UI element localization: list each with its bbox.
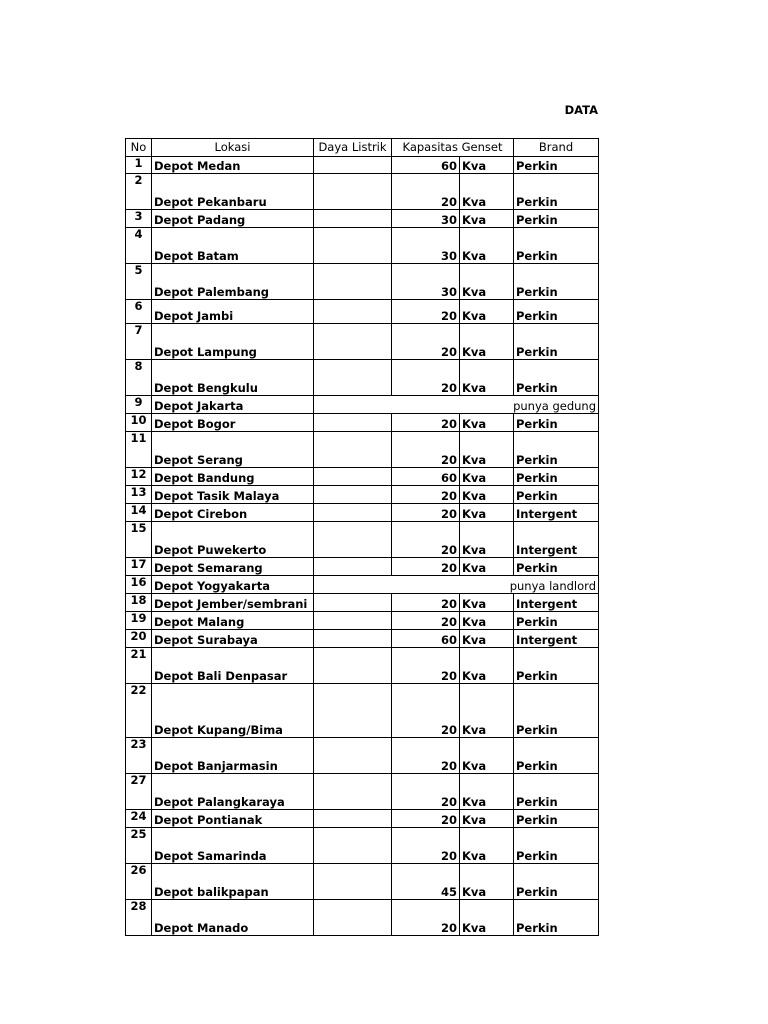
row-daya-listrik <box>314 360 392 396</box>
table-row <box>126 864 599 900</box>
row-number: 3 <box>126 210 152 228</box>
row-brand: Perkin <box>514 684 599 738</box>
row-number: 10 <box>126 414 152 432</box>
table-row <box>126 828 599 864</box>
row-number: 17 <box>126 558 152 576</box>
row-unit: Kva <box>460 360 514 396</box>
row-brand: Perkin <box>514 486 599 504</box>
row-number: 22 <box>126 684 152 738</box>
table-row <box>126 468 599 486</box>
table-row <box>126 228 599 264</box>
table-row <box>126 324 599 360</box>
row-brand: Perkin <box>514 810 599 828</box>
row-daya-listrik <box>314 630 392 648</box>
row-unit: Kva <box>460 414 514 432</box>
table-row <box>126 810 599 828</box>
row-brand: Perkin <box>514 558 599 576</box>
row-unit: Kva <box>460 900 514 936</box>
row-unit: Kva <box>460 828 514 864</box>
row-number: 23 <box>126 738 152 774</box>
header-kapasitas-genset: Kapasitas Genset <box>392 139 514 157</box>
row-number: 27 <box>126 774 152 810</box>
header-lokasi: Lokasi <box>152 139 314 157</box>
row-unit: Kva <box>460 486 514 504</box>
row-lokasi: Depot Palembang <box>152 264 314 300</box>
table-row <box>126 264 599 300</box>
row-lokasi: Depot Bandung <box>152 468 314 486</box>
row-lokasi: Depot Samarinda <box>152 828 314 864</box>
table-row <box>126 558 599 576</box>
table-row <box>126 414 599 432</box>
row-kapasitas: 20 <box>392 558 460 576</box>
row-unit: Kva <box>460 522 514 558</box>
row-kapasitas: 20 <box>392 300 460 324</box>
header-brand: Brand <box>514 139 599 157</box>
row-daya-listrik <box>314 228 392 264</box>
row-unit: Kva <box>460 558 514 576</box>
row-kapasitas: 20 <box>392 648 460 684</box>
row-brand: Intergent <box>514 522 599 558</box>
row-kapasitas: 20 <box>392 774 460 810</box>
row-lokasi: Depot Banjarmasin <box>152 738 314 774</box>
row-unit: Kva <box>460 324 514 360</box>
row-kapasitas: 20 <box>392 684 460 738</box>
row-daya-listrik <box>314 157 392 174</box>
row-kapasitas: 20 <box>392 414 460 432</box>
header-daya-listrik: Daya Listrik <box>314 139 392 157</box>
row-number: 20 <box>126 630 152 648</box>
row-unit: Kva <box>460 594 514 612</box>
table-row <box>126 432 599 468</box>
row-number: 7 <box>126 324 152 360</box>
row-kapasitas: 60 <box>392 468 460 486</box>
header-no: No <box>126 139 152 157</box>
row-unit: Kva <box>460 774 514 810</box>
row-number: 5 <box>126 264 152 300</box>
row-kapasitas: 20 <box>392 360 460 396</box>
row-kapasitas: 20 <box>392 174 460 210</box>
row-number: 4 <box>126 228 152 264</box>
sheet-title: DATA <box>564 103 598 117</box>
row-lokasi: Depot Batam <box>152 228 314 264</box>
row-brand: Perkin <box>514 468 599 486</box>
row-kapasitas: 20 <box>392 522 460 558</box>
header-row <box>126 139 599 157</box>
row-brand: Perkin <box>514 414 599 432</box>
table-row <box>126 576 599 594</box>
row-daya-listrik <box>314 486 392 504</box>
row-brand: Intergent <box>514 630 599 648</box>
table-row <box>126 486 599 504</box>
row-number: 6 <box>126 300 152 324</box>
row-kapasitas: 20 <box>392 900 460 936</box>
row-kapasitas: 60 <box>392 630 460 648</box>
row-unit: Kva <box>460 504 514 522</box>
row-number: 13 <box>126 486 152 504</box>
row-number: 26 <box>126 864 152 900</box>
row-kapasitas: 20 <box>392 612 460 630</box>
row-lokasi: Depot Puwekerto <box>152 522 314 558</box>
row-daya-listrik <box>314 468 392 486</box>
row-daya-listrik <box>314 612 392 630</box>
row-daya-listrik <box>314 738 392 774</box>
row-daya-listrik <box>314 324 392 360</box>
row-number: 8 <box>126 360 152 396</box>
row-unit: Kva <box>460 264 514 300</box>
row-kapasitas: 20 <box>392 432 460 468</box>
row-brand: Perkin <box>514 612 599 630</box>
table-row <box>126 300 599 324</box>
row-number: 28 <box>126 900 152 936</box>
row-number: 15 <box>126 522 152 558</box>
row-unit: Kva <box>460 210 514 228</box>
table-row <box>126 157 599 174</box>
row-brand: Perkin <box>514 324 599 360</box>
row-lokasi: Depot Pontianak <box>152 810 314 828</box>
row-daya-listrik <box>314 594 392 612</box>
table-row <box>126 594 599 612</box>
row-number: 25 <box>126 828 152 864</box>
row-daya-listrik <box>314 684 392 738</box>
row-number: 9 <box>126 396 152 414</box>
table-row <box>126 522 599 558</box>
row-brand: Perkin <box>514 648 599 684</box>
row-brand: Perkin <box>514 228 599 264</box>
row-note: punya gedung <box>314 396 599 414</box>
row-number: 19 <box>126 612 152 630</box>
row-lokasi: Depot Jambi <box>152 300 314 324</box>
row-kapasitas: 30 <box>392 228 460 264</box>
row-unit: Kva <box>460 432 514 468</box>
table-row <box>126 396 599 414</box>
row-number: 18 <box>126 594 152 612</box>
row-unit: Kva <box>460 228 514 264</box>
row-lokasi: Depot Tasik Malaya <box>152 486 314 504</box>
row-daya-listrik <box>314 210 392 228</box>
row-brand: Perkin <box>514 774 599 810</box>
depot-genset-table <box>125 138 599 936</box>
row-unit: Kva <box>460 684 514 738</box>
row-lokasi: Depot Pekanbaru <box>152 174 314 210</box>
row-unit: Kva <box>460 648 514 684</box>
row-brand: Perkin <box>514 174 599 210</box>
row-kapasitas: 20 <box>392 324 460 360</box>
row-number: 1 <box>126 157 152 174</box>
row-lokasi: Depot Malang <box>152 612 314 630</box>
row-lokasi: Depot Jember/sembrani <box>152 594 314 612</box>
row-brand: Perkin <box>514 264 599 300</box>
row-unit: Kva <box>460 300 514 324</box>
row-number: 12 <box>126 468 152 486</box>
row-lokasi: Depot Jakarta <box>152 396 314 414</box>
row-kapasitas: 30 <box>392 210 460 228</box>
row-unit: Kva <box>460 174 514 210</box>
row-brand: Perkin <box>514 738 599 774</box>
row-kapasitas: 20 <box>392 828 460 864</box>
row-lokasi: Depot Bali Denpasar <box>152 648 314 684</box>
row-lokasi: Depot Cirebon <box>152 504 314 522</box>
table-row <box>126 900 599 936</box>
row-unit: Kva <box>460 468 514 486</box>
table-row <box>126 738 599 774</box>
row-unit: Kva <box>460 157 514 174</box>
row-lokasi: Depot balikpapan <box>152 864 314 900</box>
table-row <box>126 612 599 630</box>
row-unit: Kva <box>460 612 514 630</box>
row-brand: Perkin <box>514 900 599 936</box>
row-kapasitas: 20 <box>392 810 460 828</box>
row-brand: Perkin <box>514 432 599 468</box>
table-row <box>126 174 599 210</box>
row-brand: Perkin <box>514 157 599 174</box>
row-lokasi: Depot Yogyakarta <box>152 576 314 594</box>
row-lokasi: Depot Kupang/Bima <box>152 684 314 738</box>
row-kapasitas: 20 <box>392 504 460 522</box>
row-brand: Intergent <box>514 504 599 522</box>
row-number: 2 <box>126 174 152 210</box>
row-lokasi: Depot Bengkulu <box>152 360 314 396</box>
row-brand: Perkin <box>514 300 599 324</box>
table-row <box>126 774 599 810</box>
row-daya-listrik <box>314 522 392 558</box>
row-daya-listrik <box>314 828 392 864</box>
row-unit: Kva <box>460 738 514 774</box>
table-row <box>126 684 599 738</box>
row-daya-listrik <box>314 174 392 210</box>
row-daya-listrik <box>314 864 392 900</box>
table-row <box>126 630 599 648</box>
row-daya-listrik <box>314 558 392 576</box>
row-lokasi: Depot Padang <box>152 210 314 228</box>
row-kapasitas: 20 <box>392 486 460 504</box>
table-row <box>126 360 599 396</box>
row-lokasi: Depot Bogor <box>152 414 314 432</box>
row-lokasi: Depot Lampung <box>152 324 314 360</box>
row-daya-listrik <box>314 648 392 684</box>
row-daya-listrik <box>314 774 392 810</box>
row-lokasi: Depot Serang <box>152 432 314 468</box>
row-unit: Kva <box>460 810 514 828</box>
row-daya-listrik <box>314 900 392 936</box>
row-brand: Perkin <box>514 828 599 864</box>
row-brand: Intergent <box>514 594 599 612</box>
row-number: 14 <box>126 504 152 522</box>
row-daya-listrik <box>314 432 392 468</box>
row-unit: Kva <box>460 864 514 900</box>
row-brand: Perkin <box>514 864 599 900</box>
table-row <box>126 648 599 684</box>
row-number: 16 <box>126 576 152 594</box>
row-kapasitas: 60 <box>392 157 460 174</box>
row-lokasi: Depot Semarang <box>152 558 314 576</box>
row-number: 11 <box>126 432 152 468</box>
row-brand: Perkin <box>514 360 599 396</box>
row-daya-listrik <box>314 504 392 522</box>
row-lokasi: Depot Medan <box>152 157 314 174</box>
table-row <box>126 504 599 522</box>
row-daya-listrik <box>314 810 392 828</box>
row-number: 24 <box>126 810 152 828</box>
row-daya-listrik <box>314 264 392 300</box>
row-lokasi: Depot Palangkaraya <box>152 774 314 810</box>
row-lokasi: Depot Surabaya <box>152 630 314 648</box>
row-kapasitas: 30 <box>392 264 460 300</box>
row-note: punya landlord <box>314 576 599 594</box>
row-number: 21 <box>126 648 152 684</box>
row-lokasi: Depot Manado <box>152 900 314 936</box>
table-row <box>126 210 599 228</box>
row-kapasitas: 45 <box>392 864 460 900</box>
row-daya-listrik <box>314 414 392 432</box>
row-kapasitas: 20 <box>392 738 460 774</box>
row-kapasitas: 20 <box>392 594 460 612</box>
row-brand: Perkin <box>514 210 599 228</box>
row-daya-listrik <box>314 300 392 324</box>
row-unit: Kva <box>460 630 514 648</box>
